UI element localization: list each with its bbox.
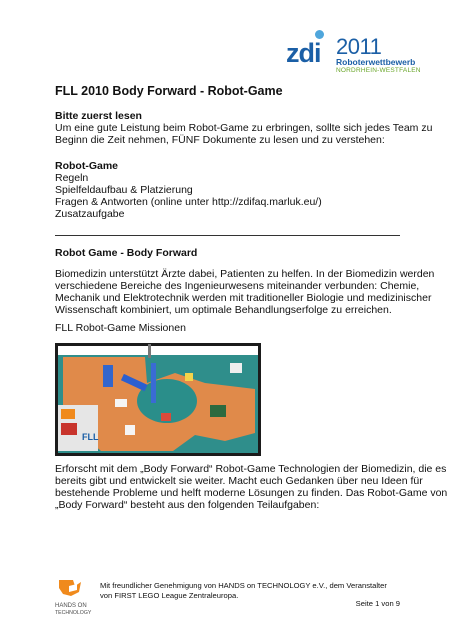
robot-game-board-image (55, 343, 261, 456)
logo-text-line1: HANDS ON (55, 603, 87, 609)
horizontal-divider (55, 235, 400, 236)
doc-item: Regeln (55, 172, 89, 184)
logo-line2: NORDRHEIN-WESTFALEN (336, 67, 421, 74)
board-mission-model (185, 373, 193, 381)
section-heading: Robot Game - Body Forward (55, 247, 198, 259)
footer-line-2: von FIRST LEGO League Zentraleuropa. (100, 591, 239, 600)
intro-line-1: Um eine gute Leistung beim Robot-Game zu erbringen, sollte sich jedes Team zu (55, 122, 433, 134)
board-fll-label: FLL (82, 432, 99, 442)
board-mission-model (115, 399, 127, 407)
board-mission-model (210, 405, 226, 417)
section-p1-line: Biomedizin unterstützt Ärzte dabei, Patienten zu helfen. In der Biomedizin werden (55, 268, 435, 280)
section-p2-line: bereits gibt und entwickelt sie weiter. Macht euch Gedanken über neu Ideen für (55, 475, 423, 487)
logo-text-line2: TECHNOLOGY (55, 610, 92, 616)
page-title: FLL 2010 Body Forward - Robot-Game (55, 84, 283, 98)
missions-label: FLL Robot-Game Missionen (55, 322, 186, 334)
hands-on-technology-logo (55, 578, 101, 618)
section-p2-line: „Body Forward“ besteht aus den folgenden Teilaufgaben: (55, 499, 320, 511)
board-mission-model (148, 344, 151, 358)
board-mission-model (125, 425, 135, 435)
footer-line-1: Mit freundlicher Genehmigung von HANDS on TECHNOLOGY e.V., dem Veranstalter (100, 581, 387, 590)
board-top-strip (58, 346, 258, 355)
section-p1-line: Wissenschaft kombiniert, um optimale Behandlungserfolge zu erreichen. (55, 304, 392, 316)
section-p2-line: Erforscht mit dem „Body Forward“ Robot-Game Technologien der Biomedizin, die es (55, 463, 447, 475)
doc-item: Zusatzaufgabe (55, 208, 125, 220)
docs-heading: Robot-Game (55, 160, 118, 172)
intro-line-2: Beginn die Zeit nehmen, FÜNF Dokumente zu lesen und zu verstehen: (55, 134, 385, 146)
doc-item: Spielfeldaufbau & Platzierung (55, 184, 193, 196)
section-p2-line: bestehende Probleme und helft moderne Lösungen zu finden. Das Robot-Game von (55, 487, 448, 499)
board-mission-model (151, 363, 156, 403)
logo-year: 2011 (336, 34, 382, 59)
logo-line1: Roboterwettbewerb (336, 57, 416, 67)
doc-item: Fragen & Antworten (online unter http://zdifaq.marluk.eu/) (55, 196, 322, 208)
board-mission-model (230, 363, 242, 373)
section-p1-line: verschiedene Bereiche des Ingenieurwesens miteinander verbunden: Chemie, (55, 280, 420, 292)
page-number: Seite 1 von 9 (355, 599, 400, 608)
logo-zdi-text: zdi (286, 38, 321, 68)
board-mission-model (103, 365, 113, 387)
board-mission-model (161, 413, 171, 421)
board-base-marker (61, 409, 75, 419)
board-base-marker (61, 423, 77, 435)
zdi-logo (286, 26, 436, 80)
intro-heading: Bitte zuerst lesen (55, 110, 142, 122)
section-p1-line: Mechanik und Elektrotechnik werden mit traditioneller Biologie und medizinischer (55, 292, 432, 304)
